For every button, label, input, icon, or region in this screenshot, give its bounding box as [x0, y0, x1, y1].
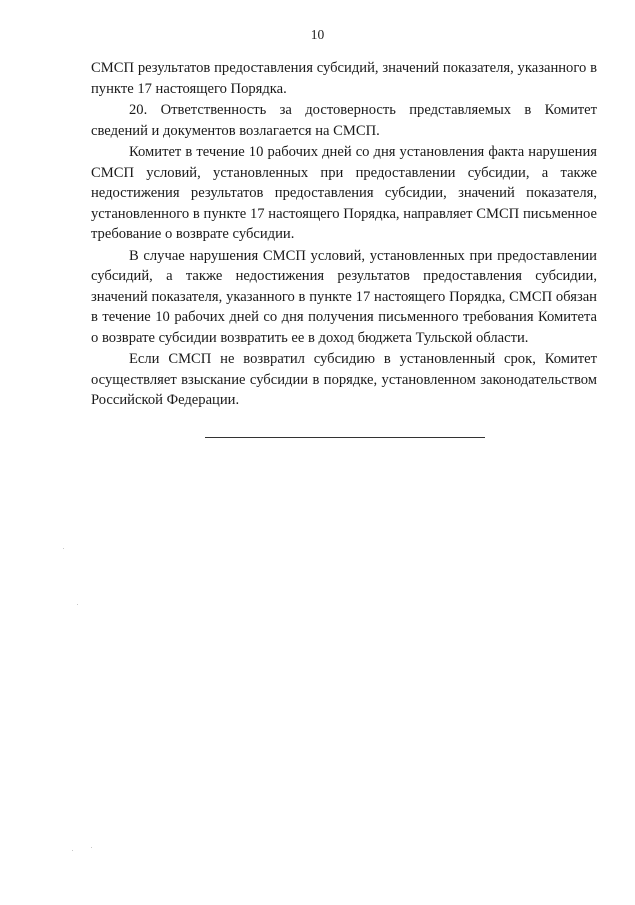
paragraph-committee-demand: Комитет в течение 10 рабочих дней со дня установления факта нарушения СМСП условий, установленных при предоставлении субсидии, а также недостижения результатов предоставления субсидии, значений показателя, установленного в пункте 17 настоящего Порядка, направляет СМСП письменное требование о возврате субсидии.	[91, 144, 597, 242]
scan-speck	[63, 548, 64, 549]
page-number: 10	[310, 27, 325, 42]
scan-speck	[91, 847, 92, 848]
document-body	[91, 58, 597, 412]
scan-speck	[72, 850, 73, 851]
paragraph-refund-obligation: В случае нарушения СМСП условий, установленных при предоставлении субсидий, а также недостижения результатов предоставления субсидии, значений показателя, указанного в пункте 17 настоящего Порядка, СМСП обязан в течение 10 рабочих дней со дня получения письменного требования Комитета о возврате субсидии возвратить ее в доход бюджета Тульской области.	[91, 247, 597, 346]
scan-speck	[77, 604, 78, 605]
end-of-document-rule	[205, 437, 485, 438]
paragraph-recovery: Если СМСП не возвратил субсидию в установленный срок, Комитет осуществляет взыскание субсидии в порядке, установленном законодательством Российской Федерации.	[91, 351, 597, 408]
paragraph-responsibility: 20. Ответственность за достоверность представляемых в Комитет сведений и документов возлагается на СМСП.	[91, 102, 597, 139]
paragraph-continuation: СМСП результатов предоставления субсидий, значений показателя, указанного в пункте 17 настоящего Порядка.	[91, 60, 597, 97]
